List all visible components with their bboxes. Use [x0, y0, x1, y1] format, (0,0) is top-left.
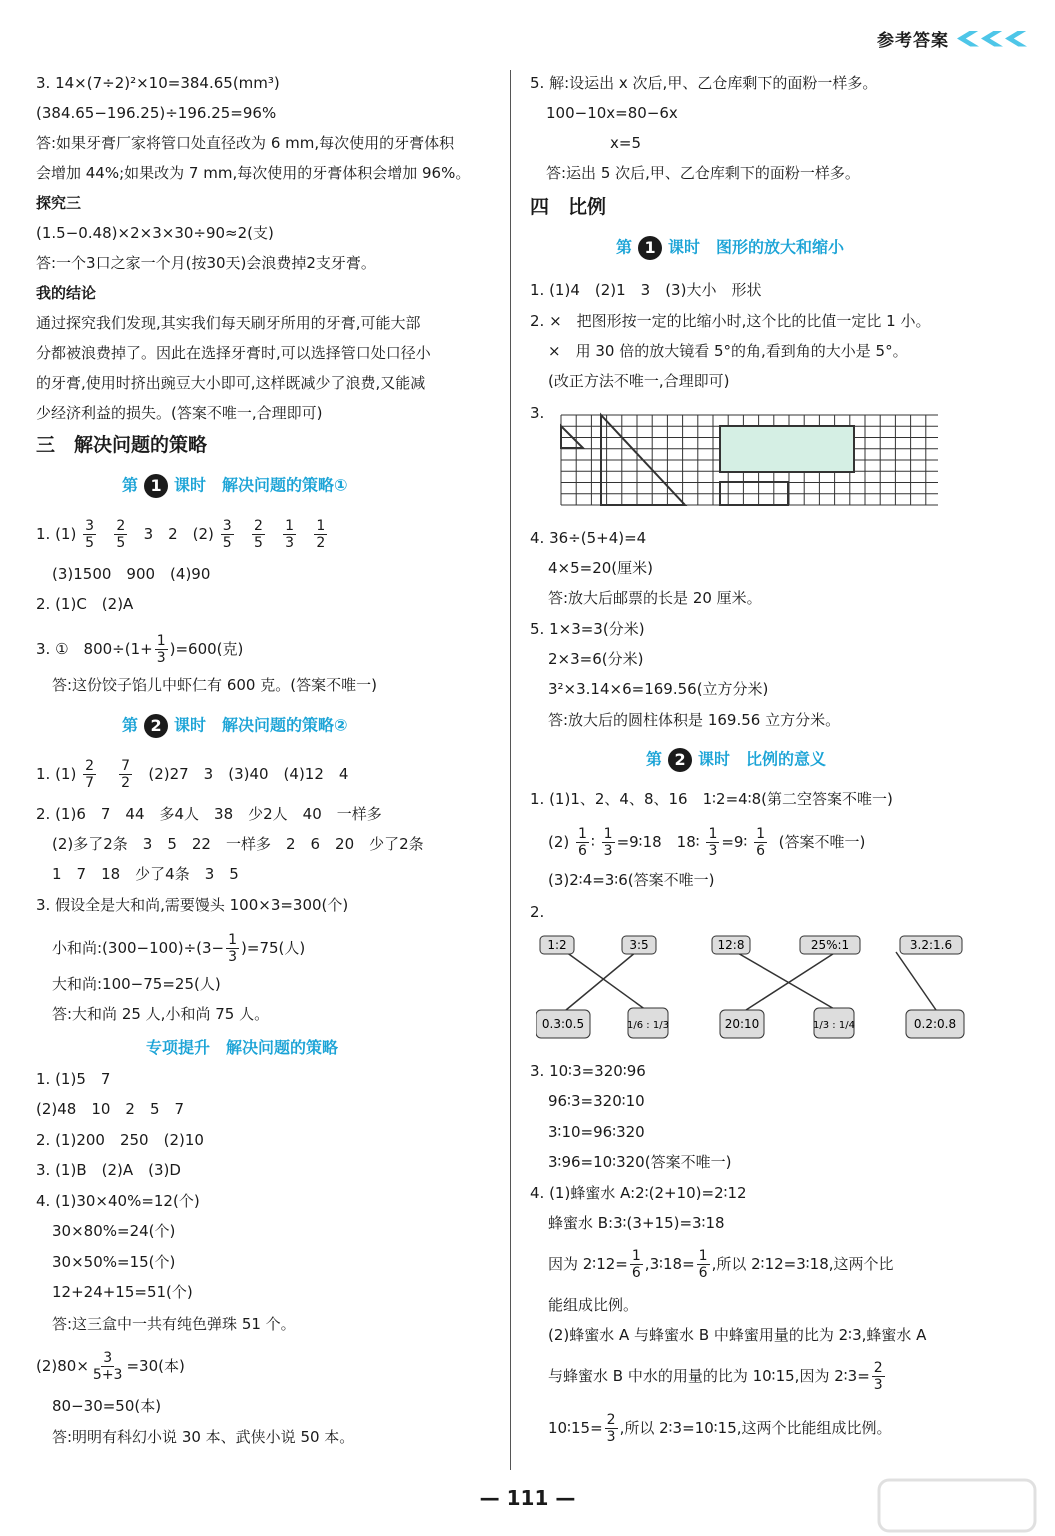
answer-line: 3∶96=10∶320(答案不唯一): [548, 1153, 732, 1171]
answer-line: (2)80× $\frac{3}{5+3}$ =30(本): [36, 1350, 185, 1383]
answer-line: 1. (1)4 (2)1 3 (3)大小 形状: [530, 281, 762, 299]
answer-line: 答:放大后邮票的长是 20 厘米。: [548, 589, 762, 607]
text-line: 通过探究我们发现,其实我们每天刷牙所用的牙膏,可能大部: [36, 314, 421, 332]
answer-line: 3. 10∶3=320∶96: [530, 1062, 646, 1080]
answer-line: (3)2∶4=3∶6(答案不唯一): [548, 871, 715, 889]
answer-line: 与蜂蜜水 B 中水的用量的比为 10∶15,因为 2∶3= $\frac{2}{3}$: [548, 1360, 883, 1393]
lesson-title: 第 1 课时 解决问题的策略①: [122, 474, 348, 498]
text-line: 会增加 44%;如果改为 7 mm,每次使用的牙膏体积会增加 96%。: [36, 164, 471, 182]
match-bottom-5: 0.2:0.8: [913, 1017, 957, 1031]
answer-line: 100−10x=80−6x: [546, 104, 678, 122]
text-line: (1.5−0.48)×2×3×30÷90≈2(支): [36, 224, 274, 242]
match-top-1: 1:2: [547, 938, 567, 952]
answer-line: 1. (1) $\frac{2}{7}$ $\frac{7}{2}$ (2)27 3 (3)40 (4)12 4: [36, 758, 349, 791]
answer-line: 2. × 把图形按一定的比缩小时,这个比的比值一定比 1 小。: [530, 312, 931, 330]
answer-line: 3. ① 800÷(1+ $\frac{1}{3}$ )=600(克): [36, 633, 244, 666]
text-line: (384.65−196.25)÷196.25=96%: [36, 104, 277, 122]
page-header: [877, 26, 1027, 51]
page-number: — 111 —: [479, 1486, 576, 1510]
answer-line: 2×3=6(分米): [548, 650, 644, 668]
answer-line: 30×80%=24(个): [52, 1222, 176, 1240]
answer-line: (2)48 10 2 5 7: [36, 1100, 185, 1118]
header-title: 参考答案: [877, 31, 949, 51]
answer-line: (2) $\frac{1}{6}$ ∶ $\frac{1}{3}$ =9∶18 18∶ $\frac{1}{3}$ =9∶ $\frac{1}{6}$ (答案不唯一): [548, 826, 866, 859]
answer-line: 答:运出 5 次后,甲、乙仓库剩下的面粉一样多。: [546, 164, 860, 182]
enlarged-rectangle: [720, 426, 854, 472]
answer-line: 1. (1)5 7: [36, 1070, 111, 1088]
answer-line: (2)蜂蜜水 A 与蜂蜜水 B 中蜂蜜用量的比为 2∶3,蜂蜜水 A: [548, 1326, 927, 1344]
lesson-title: 第 2 课时 解决问题的策略②: [122, 714, 348, 738]
answer-line: 4. 36÷(5+4)=4: [530, 529, 647, 547]
answer-line: 5. 1×3=3(分米): [530, 620, 645, 638]
answer-line: 12+24+15=51(个): [52, 1283, 193, 1301]
answer-line: 2. (1)C (2)A: [36, 595, 134, 613]
matching-diagram: [536, 930, 976, 1050]
answer-line: 3∶10=96∶320: [548, 1123, 645, 1141]
answer-line: (3)1500 900 (4)90: [52, 565, 211, 583]
answer-line: 30×50%=15(个): [52, 1253, 176, 1271]
lesson-title: 专项提升 解决问题的策略: [146, 1038, 339, 1057]
match-line: [566, 952, 646, 1010]
match-top-4: 25%:1: [810, 938, 850, 952]
watermark-logo: [877, 1478, 1037, 1533]
answer-line: 蜂蜜水 B:3∶(3+15)=3∶18: [548, 1214, 725, 1232]
answer-line: 答:放大后的圆柱体积是 169.56 立方分米。: [548, 711, 841, 729]
text-line: 的牙膏,使用时挤出豌豆大小即可,这样既减少了浪费,又能减: [36, 374, 426, 392]
answer-line: × 用 30 倍的放大镜看 5°的角,看到角的大小是 5°。: [548, 342, 908, 360]
match-line: [566, 952, 636, 1010]
answer-line: x=5: [610, 134, 641, 152]
subheading: 我的结论: [36, 284, 97, 302]
match-top-3: 12:8: [717, 938, 745, 952]
answer-line: (改正方法不唯一,合理即可): [548, 372, 730, 390]
answer-line: 3.: [530, 404, 545, 422]
answer-line: 2.: [530, 903, 545, 921]
match-bottom-3: 20:10: [724, 1017, 760, 1031]
section-title: 三 解决问题的策略: [36, 434, 208, 456]
answer-line: 因为 2∶12= $\frac{1}{6}$ ,3∶18= $\frac{1}{6}$ ,所以 2∶12=3∶18,这两个比: [548, 1248, 894, 1281]
answer-line: 3²×3.14×6=169.56(立方分米): [548, 680, 769, 698]
answer-line: 5. 解:设运出 x 次后,甲、乙仓库剩下的面粉一样多。: [530, 74, 878, 92]
grid-figure: [556, 410, 938, 506]
column-divider: [510, 70, 511, 1470]
match-top-2: 3:5: [629, 938, 649, 952]
answer-line: 3. (1)B (2)A (3)D: [36, 1161, 181, 1179]
answer-line: 4×5=20(厘米): [548, 559, 654, 577]
answer-line: 答:这三盒中一共有纯色弹珠 51 个。: [52, 1315, 296, 1333]
match-line: [736, 952, 836, 1010]
match-bottom-2: 1/6 : 1/3: [627, 1020, 669, 1031]
text-line: 答:如果牙膏厂家将管口处直径改为 6 mm,每次使用的牙膏体积: [36, 134, 455, 152]
answer-line: 答:这份饺子馅儿中虾仁有 600 克。(答案不唯一): [52, 676, 377, 694]
match-line: [896, 952, 936, 1010]
lesson-title: 第 1 课时 图形的放大和缩小: [616, 236, 844, 260]
answer-line: 答:大和尚 25 人,小和尚 75 人。: [52, 1005, 270, 1023]
answer-line: (2)多了2条 3 5 22 一样多 2 6 20 少了2条: [52, 835, 424, 853]
answer-line: 答:明明有科幻小说 30 本、武侠小说 50 本。: [52, 1428, 355, 1446]
answer-line: 4. (1)蜂蜜水 A:2∶(2+10)=2∶12: [530, 1184, 747, 1202]
answer-line: 3. 假设全是大和尚,需要馒头 100×3=300(个): [36, 896, 349, 914]
answer-line: 小和尚:(300−100)÷(3− $\frac{1}{3}$ )=75(人): [52, 932, 306, 965]
answer-line: 1 7 18 少了4条 3 5: [52, 865, 239, 883]
answer-line: 能组成比例。: [548, 1296, 639, 1314]
answer-line: 1. (1) $\frac{3}{5}$ $\frac{2}{5}$ 3 2 (2) $\frac{3}{5}$ $\frac{2}{5}$ $\frac{1}{3}$ $\frac{1}{2}$: [36, 518, 326, 551]
answer-line: 2. (1)6 7 44 多4人 38 少2人 40 一样多: [36, 805, 382, 823]
subheading: 探究三: [36, 194, 82, 212]
answer-line: 1. (1)1、2、4、8、16 1∶2=4∶8(第二空答案不唯一): [530, 790, 893, 808]
match-bottom-1: 0.3:0.5: [541, 1017, 585, 1031]
answer-line: 80−30=50(本): [52, 1397, 162, 1415]
text-line: 分都被浪费掉了。因此在选择牙膏时,可以选择管口处口径小: [36, 344, 431, 362]
answer-line: 大和尚:100−75=25(人): [52, 975, 221, 993]
match-line: [746, 952, 836, 1010]
answer-line: 96∶3=320∶10: [548, 1092, 645, 1110]
text-line: 少经济利益的损失。(答案不唯一,合理即可): [36, 404, 323, 422]
match-top-5: 3.2:1.6: [909, 938, 953, 952]
lesson-title: 第 2 课时 比例的意义: [646, 748, 826, 772]
text-line: 3. 14×(7÷2)²×10=384.65(mm³): [36, 74, 280, 92]
answer-line: 10∶15= $\frac{2}{3}$ ,所以 2∶3=10∶15,这两个比能组成比例。: [548, 1412, 892, 1445]
header-chevron-icon: [957, 31, 1027, 47]
text-line: 答:一个3口之家一个月(按30天)会浪费掉2支牙膏。: [36, 254, 376, 272]
answer-line: 2. (1)200 250 (2)10: [36, 1131, 204, 1149]
section-title: 四 比例: [530, 196, 607, 218]
match-bottom-4: 1/3 : 1/4: [813, 1020, 855, 1031]
answer-line: 4. (1)30×40%=12(个): [36, 1192, 200, 1210]
